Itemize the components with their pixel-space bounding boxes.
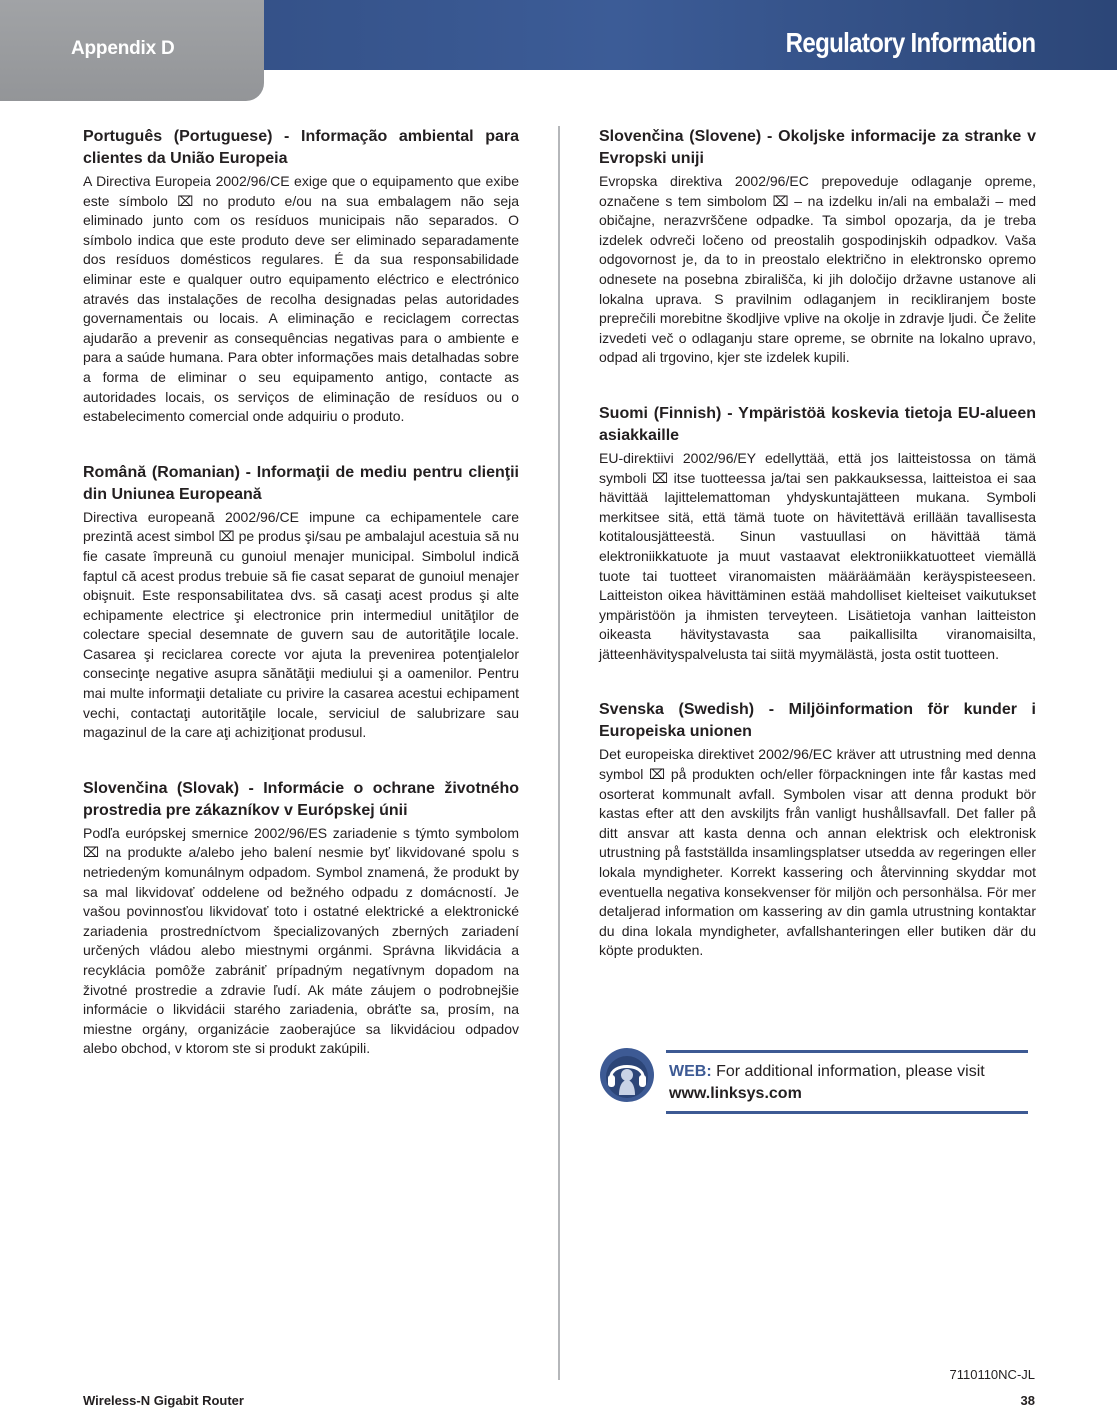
appendix-label: Appendix D — [71, 38, 175, 59]
section-slovene — [599, 126, 1036, 368]
section-body: Evropska direktiva 2002/96/EC prepoveduje odlaganje opreme, označene s tem simbolom ⌧ – na izdelku in/ali na embalaži – med običajne, nerazvrščene odpadke. Ta simbol opozarja, da je treba izdelek odvreči ločeno od preostalih gospodinjskih odpadkov. Vaša odgovornost je, da to in preostalo električno in elektronsko opremo odnesete na posebna zbirališča, ki jih določijo državne ustanove ali lokalna uprava. S pravilnim odlaganjem in recikliranjem boste preprečili morebitne škodljive vplive na okolje in zdravje ljudi. Če želite izvedeti več o odlaganju stare opreme, se obrnite na lokalno upravo, odpad ali trgovino, kjer ste izdelek kupili. — [599, 173, 1036, 366]
left-column — [83, 126, 519, 1059]
section-body: Directiva europeană 2002/96/CE impune ca echipamentele care prezintă acest simbol ⌧ pe produs şi/sau pe ambalajul acestuia să nu fie casate împreună cu gunoiul menajer municipal. Simbolul indică faptul că acest produs trebuie să fie casat separat de gunoiul menajer obişnuit. Este responsabilitatea dvs. să casaţi acest produs şi alte echipamente electrice şi electronice prin intermediul unităţilor de colectare special desemnate de guvern sau de autorităţile locale. Casarea şi reciclarea corecte vor ajuta la prevenirea potenţialelor consecinţe negative asupra sănătăţii mediului şi a oamenilor. Pentru mai multe informaţii detaliate cu privire la casarea acestui echipament vechi, contactaţi autorităţile locale, serviciul de salubrizare sau magazinul de la care aţi achiziţionat produsul. — [83, 508, 519, 741]
section-heading: Română (Romanian) - Informaţii de mediu pentru clienţii din Uniunea Europeană — [83, 463, 519, 503]
column-divider — [558, 126, 560, 1380]
web-note-sentence: For additional information, please visit — [716, 1063, 985, 1080]
section-body: A Directiva Europeia 2002/96/CE exige que o equipamento que exibe este símbolo ⌧ no produto e/ou na sua embalagem não seja eliminado junto com os resíduos municipais não separados. O símbolo indica que este produto deve ser eliminado separadamente dos resíduos domésticos regulares. É da sua responsabilidade eliminar este e qualquer outro equipamento eléctrico e electrónico através das instalações de recolha designadas pelas autoridades governamentais ou locais. A eliminação e reciclagem correctas ajudarão a prevenir as consequências negativas para o ambiente e para a saúde humana. Para obter informações mais detalhadas sobre a forma de eliminar o seu equipamento antigo, contacte as autoridades locais, os serviços de eliminação de resíduos ou o estabelecimento comercial onde adquiriu o produto. — [83, 173, 519, 425]
web-label: WEB: — [669, 1063, 712, 1080]
web-url-link[interactable]: www.linksys.com — [669, 1085, 802, 1102]
page-number: 38 — [1020, 1393, 1035, 1408]
section-heading: Slovenčina (Slovene) - Okoljske informacije za stranke v Evropski uniji — [599, 128, 1036, 167]
section-portuguese — [83, 126, 519, 427]
web-note-text — [669, 1061, 1029, 1105]
section-heading: Português (Portuguese) - Informação ambiental para clientes da União Europeia — [83, 128, 519, 167]
section-heading: Svenska (Swedish) - Miljöinformation för kunder i Europeiska unionen — [599, 701, 1036, 741]
footer-product-name: Wireless-N Gigabit Router — [83, 1393, 244, 1408]
web-note — [599, 1047, 1029, 1117]
section-body: Det europeiska direktivet 2002/96/EC kräver att utrustning med denna symbol ⌧ på produkten och/eller förpackningen inte får kastas med osorterat kommunalt avfall. Symbolen visar att denna produkt bör kastas efter att den avskiljts från vanligt hushållsavfall. Det faller på ditt ansvar att kasta denna och annan elektrisk och elektronisk utrustning på fastställda insamlingsplatser utsedda av regeringen eller lokala myndigheter. Korrekt kassering och återvinning skyddar mot eventuella negativa konsekvenser för miljön och personhälsa. För mer detaljerad information om kassering av din gamla utrustning kontaktar du dina lokala myndigheter, avfallshanteringen eller butiken där du köpte produkten. — [599, 746, 1036, 959]
document-code: 7110110NC-JL — [949, 1367, 1035, 1382]
section-romanian — [83, 462, 519, 743]
web-rule-bottom — [666, 1111, 1028, 1114]
section-heading: Suomi (Finnish) - Ympäristöä koskevia tietoja EU-alueen asiakkaille — [599, 404, 1036, 444]
right-column — [599, 126, 1036, 961]
section-slovak — [83, 778, 519, 1059]
section-body: Podľa európskej smernice 2002/96/ES zariadenie s týmto symbolom ⌧ na produkte a/alebo jeho balení nesmie byť likvidované spolu s netriedeným komunálnym odpadom. Symbol znamená, že produkt by sa mal likvidovať oddelene od bežného odpadu z domácností. Je vašou povinnosťou likvidovať toto i ostatné elektrické a elektronické zariadenia prostredníctvom špecializovaných zberných zariadení určených vládou alebo miestnymi orgánmi. Správna likvidácia a recyklácia pomôže zabrániť prípadným negatívnym dopadom na životné prostredie a zdravie ľudí. Ak máte záujem o podrobnejšie informácie o likvidácii starého zariadenia, obráťte sa, prosím, na miestne orgány, organizácie zaoberajúce sa likvidáciou odpadov alebo obchod, v ktorom ste si produkt zakúpili. — [83, 824, 519, 1057]
section-heading: Slovenčina (Slovak) - Informácie o ochrane životného prostredia pre zákazníkov v Európskej únii — [83, 779, 519, 819]
section-body: EU-direktiivi 2002/96/EY edellyttää, että jos laitteistossa on tämä symboli ⌧ itse tuotteessa ja/tai sen pakkauksessa, laitteistoa ei saa hävittää lajittelemattoman yhdyskuntajätteen mukana. Symboli merkitsee sitä, että tämä tuote on hävitettävä erillään tavallisesta kotitalousjätteestä. Sinun vastuullasi on hävittää tämä elektroniikkatuote ja muut vastaavat elektroniikkatuotteet viemällä tuote tai tuotteet viranomaisten määräämään keräyspisteeseen. Laitteiston oikea hävittäminen estää mahdolliset kielteiset vaikutukset ympäristöön ja ihmisten terveyteen. Lisätietoja vanhan laitteiston oikeasta hävitystavasta saa paikallisilta viranomaisilta, jätteenhävityspalvelusta tai siitä myymälästä, josta ostit tuotteen. — [599, 449, 1036, 662]
section-finnish — [599, 403, 1036, 665]
page-title: Regulatory Information — [785, 27, 1035, 58]
web-rule-top — [666, 1050, 1028, 1053]
section-swedish — [599, 699, 1036, 961]
headset-icon — [599, 1047, 655, 1103]
